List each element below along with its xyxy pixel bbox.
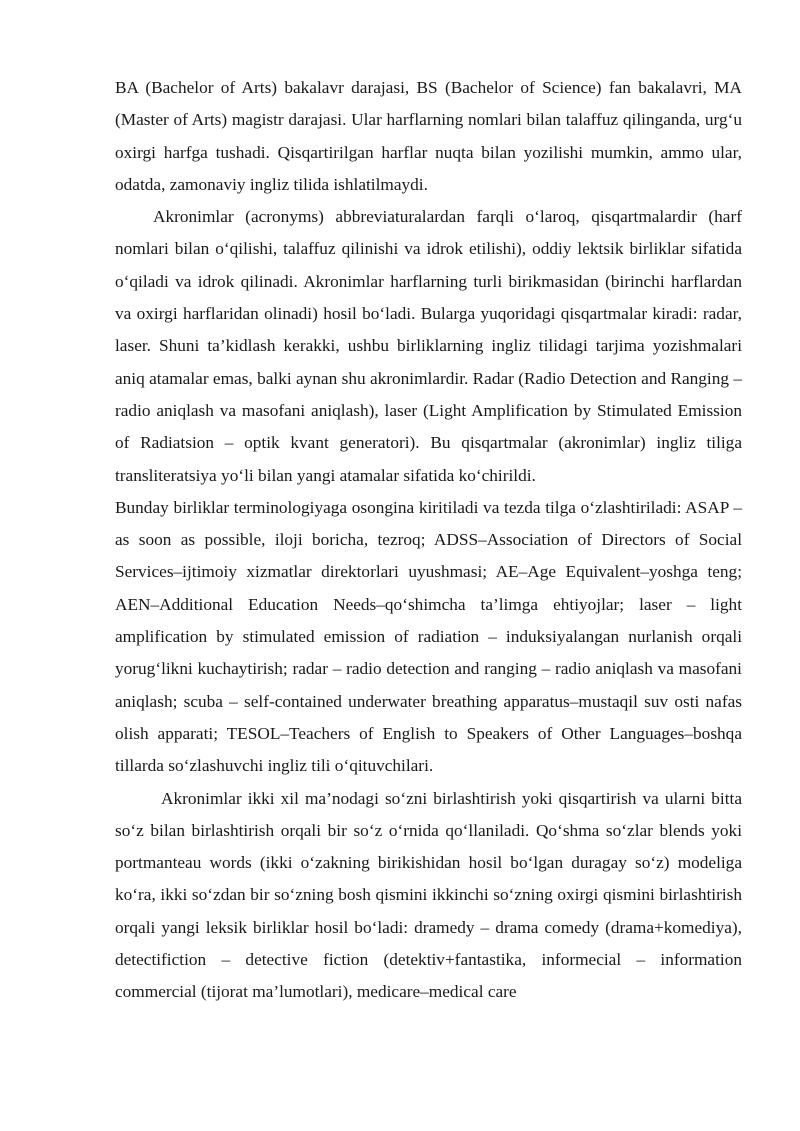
paragraph-terminology-examples: Bunday birliklar terminologiyaga osongina kiritiladi va tezda tilga o‘zlashtiriladi: ASAP – as soon as possible, iloji boricha, tezroq; ADSS–Association of Directors of Social Services–ijtimoiy xizmatlar direktorlari uyushmasi; AE–Age Equivalent–yoshga teng; AEN–Additional Education Needs–qo‘shimcha ta’limga ehtiyojlar; laser – light amplification by stimulated emission of radiation – induksiyalangan nurlanish orqali yorug‘likni kuchaytirish; radar – radio detection and ranging – radio aniqlash va masofani aniqlash; scuba – self-contained underwater breathing apparatus–mustaqil suv osti nafas olish apparati; TESOL–Teachers of English to Speakers of Other Languages–boshqa tillarda so‘zlashuvchi ingliz tili o‘qituvchilari.	[115, 497, 742, 776]
paragraph-acronyms-definition: Akronimlar (acronyms) abbreviaturalardan farqli o‘laroq, qisqartmalardir (harf nomlari bilan o‘qilishi, talaffuz qilinishi va idrok etilishi), oddiy lektsik birliklar sifatida o‘qiladi va idrok qilinadi. Akronimlar harflarning turli birikmasidan (birinchi harflardan va oxirgi harflaridan olinadi) hosil bo‘ladi. Bularga yuqoridagi qisqartmalar kiradi: radar, laser. Shuni ta’kidlash kerakki, ushbu birliklarning ingliz tilidagi tarjima yozishmalari aniq atamalar emas, balki aynan shu akronimlardir. Radar (Radio Detection and Ranging – radio aniqlash va masofani aniqlash), laser (Light Amplification by Stimulated Emission of Radiatsion – optik kvant generatori). Bu qisqartmalar (akronimlar) ingliz tiliga transliteratsiya yo‘li bilan yangi atamalar sifatida ko‘chirildi.	[115, 207, 742, 485]
paragraph-degrees: BA (Bachelor of Arts) bakalavr darajasi, BS (Bachelor of Science) fan bakalavri, MA (Master of Arts) magistr darajasi. Ular harflarning nomlari bilan talaffuz qilinganda, urg‘u oxirgi harfga tushadi. Qisqartirilgan harflar nuqta bilan yozilishi mumkin, ammo ular, odatda, zamonaviy ingliz tilida ishlatilmaydi.	[115, 78, 742, 194]
paragraph-blends: Akronimlar ikki xil ma’nodagi so‘zni birlashtirish yoki qisqartirish va ularni bitta so‘z bilan birlashtirish orqali bir so‘z o‘rnida qo‘llaniladi. Qo‘shma so‘zlar blends yoki portmanteau words (ikki o‘zakning birikishidan hosil bo‘lgan duragay so‘z) modeliga ko‘ra, ikki so‘zdan bir so‘zning bosh qismini ikkinchi so‘zning oxirgi qismini birlashtirish orqali yangi leksik birliklar hosil bo‘ladi: dramedy – drama comedy (drama+komediya), detectifiction – detective fiction (detektiv+fantastika, informecial – information commercial (tijorat ma’lumotlari), medicare–medical care	[115, 788, 742, 1002]
document-page	[115, 72, 742, 1009]
